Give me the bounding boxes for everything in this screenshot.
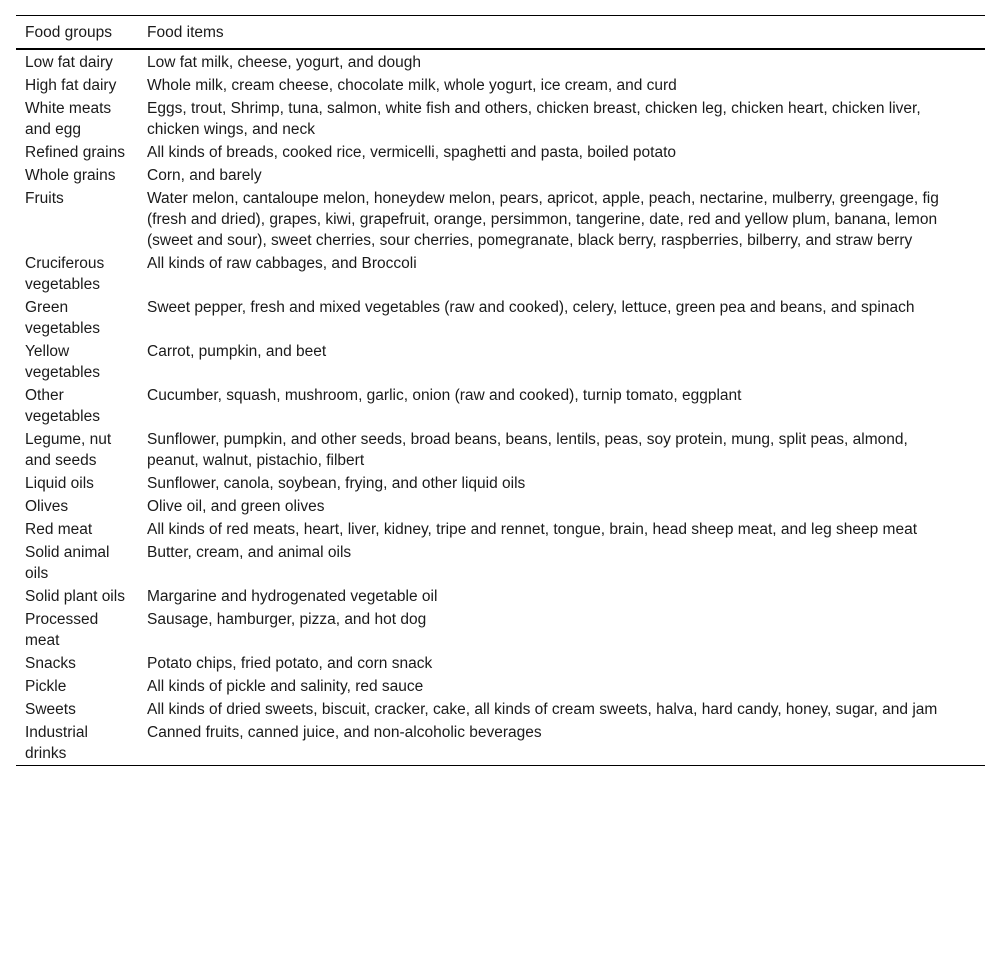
table-row [16,721,985,766]
food-items-cell: Carrot, pumpkin, and beet [147,343,327,360]
food-group-cell: Snacks [25,655,76,672]
food-items-cell: Eggs, trout, Shrimp, tuna, salmon, white fish and others, chicken breast, chicken leg, chicken heart, chicken liver, chicken wings, and neck [147,100,921,138]
food-items-cell: Butter, cream, and animal oils [147,544,352,561]
food-groups-table [16,15,985,766]
table-row [16,608,985,652]
food-items-cell: Whole milk, cream cheese, chocolate milk, whole yogurt, ice cream, and curd [147,77,677,94]
table-row [16,296,985,340]
table-row [16,252,985,296]
table-row [16,428,985,472]
food-group-cell: Industrial drinks [25,724,88,762]
table-body [16,49,985,766]
food-items-cell: Sausage, hamburger, pizza, and hot dog [147,611,427,628]
table-header [16,16,985,50]
table-row [16,495,985,518]
food-items-cell: All kinds of pickle and salinity, red sauce [147,678,424,695]
header-food-items: Food items [147,24,224,41]
food-items-cell: Corn, and barely [147,167,262,184]
food-group-cell: Yellow vegetables [25,343,100,381]
food-group-cell: Legume, nut and seeds [25,431,112,469]
table-row [16,49,985,74]
food-items-cell: All kinds of red meats, heart, liver, kidney, tripe and rennet, tongue, brain, head sheep meat, and leg sheep meat [147,521,918,538]
table-row [16,141,985,164]
food-group-cell: White meats and egg [25,100,112,138]
food-groups-table-container [16,15,985,766]
food-items-cell: All kinds of dried sweets, biscuit, cracker, cake, all kinds of cream sweets, halva, hard candy, honey, sugar, and jam [147,701,938,718]
food-group-cell: Solid plant oils [25,588,125,605]
table-row [16,97,985,141]
food-items-cell: Low fat milk, cheese, yogurt, and dough [147,54,421,71]
food-items-cell: All kinds of breads, cooked rice, vermicelli, spaghetti and pasta, boiled potato [147,144,677,161]
food-items-cell: Sweet pepper, fresh and mixed vegetables (raw and cooked), celery, lettuce, green pea and beans, and spinach [147,299,915,316]
food-group-cell: Pickle [25,678,67,695]
food-group-cell: Processed meat [25,611,99,649]
table-row [16,698,985,721]
food-group-cell: Solid animal oils [25,544,110,582]
food-items-cell: Olive oil, and green olives [147,498,325,515]
table-row [16,74,985,97]
food-items-cell: Water melon, cantaloupe melon, honeydew melon, pears, apricot, apple, peach, nectarine, mulberry, greengage, fig (fresh and dried), grapes, kiwi, grapefruit, orange, persimmon, tangerine, date, red and yellow plum, banana, lemon (sweet and sour), sweet cherries, sour cherries, pomegranate, black berry, raspberries, bilberry, and straw berry [147,190,939,249]
food-group-cell: Low fat dairy [25,54,113,71]
food-group-cell: Whole grains [25,167,116,184]
food-group-cell: Cruciferous vegetables [25,255,105,293]
table-row [16,518,985,541]
table-row [16,187,985,252]
food-items-cell: Margarine and hydrogenated vegetable oil [147,588,438,605]
header-row [16,16,985,50]
food-group-cell: Refined grains [25,144,125,161]
table-row [16,675,985,698]
table-row [16,541,985,585]
table-row [16,384,985,428]
food-group-cell: Fruits [25,190,64,207]
table-row [16,652,985,675]
table-row [16,340,985,384]
food-items-cell: Sunflower, pumpkin, and other seeds, broad beans, beans, lentils, peas, soy protein, mung, split peas, almond, peanut, walnut, pistachio, filbert [147,431,908,469]
header-food-groups: Food groups [25,24,113,41]
food-items-cell: Potato chips, fried potato, and corn snack [147,655,433,672]
food-group-cell: High fat dairy [25,77,117,94]
food-items-cell: Cucumber, squash, mushroom, garlic, onion (raw and cooked), turnip tomato, eggplant [147,387,742,404]
table-row [16,472,985,495]
food-group-cell: Olives [25,498,69,515]
food-group-cell: Green vegetables [25,299,100,337]
food-items-cell: All kinds of raw cabbages, and Broccoli [147,255,417,272]
food-group-cell: Liquid oils [25,475,94,492]
food-items-cell: Canned fruits, canned juice, and non-alcoholic beverages [147,724,542,741]
food-items-cell: Sunflower, canola, soybean, frying, and other liquid oils [147,475,526,492]
food-group-cell: Other vegetables [25,387,100,425]
food-group-cell: Red meat [25,521,93,538]
food-group-cell: Sweets [25,701,76,718]
table-row [16,585,985,608]
table-row [16,164,985,187]
